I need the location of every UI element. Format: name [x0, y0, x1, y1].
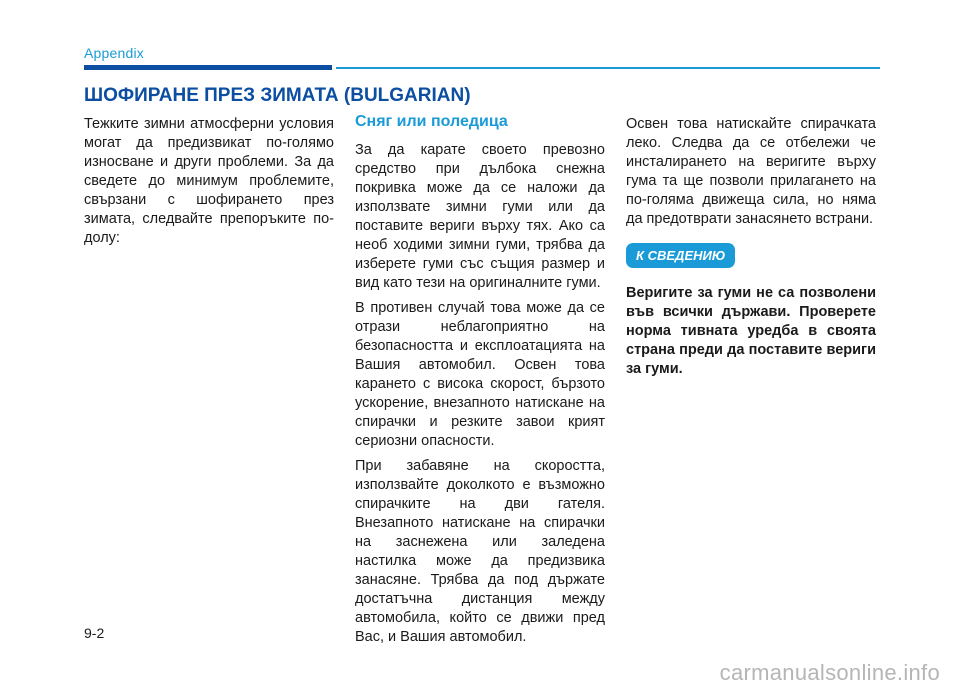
- intro-paragraph: Тежките зимни атмосферни условия могат да предизвикат по-голямо износване и други проблеми. За да сведете до минимум проблемите, свързани с шофирането през зимата, следвайте препоръките по-долу:: [84, 116, 334, 246]
- page-number: 9-2: [84, 625, 105, 641]
- info-note: Веригите за гуми не са позволени във всички държави. Проверете норма тивната уредба в своята страна преди да поставите вериги за гуми.: [626, 285, 876, 377]
- paragraph: За да карате своето превозно средство при дълбока снежна покривка може да се наложи да използвате зимни гуми или да поставите вериги върху тях. Ако са необ ходими зимни гуми, трябва да изберете гуми със същия размер и вид като тези на оригиналните гуми.: [355, 142, 605, 291]
- header-bar-light: [336, 67, 880, 69]
- paragraph: Освен това натискайте спирачката леко. Следва да се отбележи че инсталирането на веригите върху гума та ще позволи прилагането на по-голяма движеща сила, но няма да предотврати занасянето встрани.: [626, 116, 876, 227]
- column-1: [84, 115, 334, 254]
- paragraph: При забавяне на скоростта, използвайте доколкото е възможно спирачките на дви гателя. Внезапното натискане на спирачки на заснежена или заледена настилка може да предизвика занасяне. Трябва да под държате достатъчна дистанция между автомобила, който се движи пред Вас, и Вашия автомобил.: [355, 458, 605, 645]
- page-title: ШОФИРАНЕ ПРЕЗ ЗИМАТА (BULGARIAN): [84, 85, 471, 106]
- paragraph: В противен случай това може да се отрази неблагоприятно на безопасността и експлоатацията на Вашия автомобил. Освен това карането с висока скорост, бързото ускорение, внезапното натискане на спирачки и резките завои крият сериозни опасности.: [355, 300, 605, 449]
- section-label: Appendix: [84, 45, 144, 61]
- section-heading: Сняг или поледица: [355, 113, 508, 130]
- header-bar-dark: [84, 65, 332, 70]
- watermark: carmanualsonline.info: [719, 660, 940, 685]
- column-3: [626, 115, 876, 385]
- info-badge: К СВЕДЕНИЮ: [626, 243, 735, 268]
- column-2: [355, 112, 605, 653]
